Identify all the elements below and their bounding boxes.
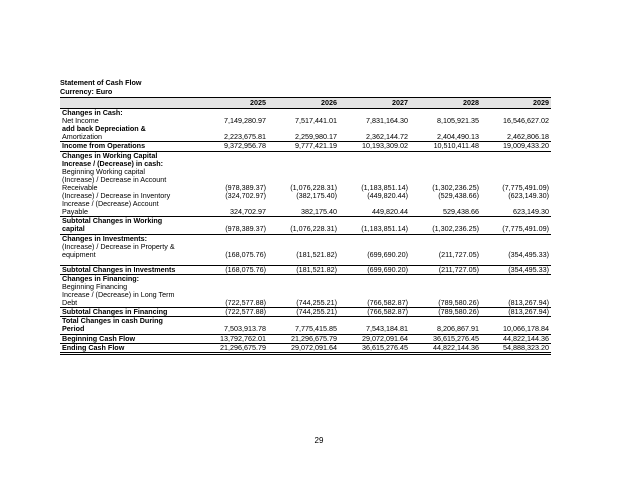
row-label-line: Receivable xyxy=(62,182,98,192)
value-cell: (181,521.82) xyxy=(268,265,339,274)
table-row xyxy=(60,317,551,334)
row-label-line: Payable xyxy=(62,207,88,217)
row-label xyxy=(60,334,196,343)
value-cell xyxy=(481,234,551,243)
row-label-line: Debt xyxy=(62,298,78,308)
table-row xyxy=(60,200,551,217)
value-cell: 2,362,144.72 xyxy=(366,132,408,142)
year-header: 2029 xyxy=(481,98,551,109)
row-label-line: Changes in Financing: xyxy=(62,273,140,283)
value-cell: (722,577.88) xyxy=(196,308,268,317)
value-cell xyxy=(196,151,268,168)
cash-flow-statement xyxy=(60,79,551,355)
value-cell: (168,075.76) xyxy=(196,265,268,274)
value-cell: (813,267.94) xyxy=(481,308,551,317)
year-header-blank xyxy=(60,98,196,109)
row-label-line: Subtotal Changes in Investments xyxy=(62,264,176,274)
row-label-line: Period xyxy=(62,324,85,334)
row-label-line: Changes in Investments: xyxy=(62,233,148,243)
row-label-line: (Increase) / Decrease in Account xyxy=(62,174,167,184)
row-label-line: Increase / (Decrease) Account xyxy=(62,199,159,209)
value-cell: 7,517,441.01 xyxy=(295,116,337,126)
value-cell: 2,259,980.17 xyxy=(295,132,337,142)
value-cell: (529,438.66) xyxy=(438,191,479,201)
row-label-line: capital xyxy=(62,224,85,234)
value-cell: 29,072,091.64 xyxy=(339,334,410,343)
value-cell: (211,727.05) xyxy=(410,265,481,274)
table-row xyxy=(60,274,551,283)
value-cell xyxy=(268,234,339,243)
value-cell: 7,775,415.85 xyxy=(268,317,339,334)
value-cell: (181,521.82) xyxy=(296,249,337,259)
value-cell: (449,820.44) xyxy=(367,191,408,201)
value-cell xyxy=(410,151,481,168)
value-cell: 19,009,433.20 xyxy=(481,142,551,151)
value-cell: 36,615,276.45 xyxy=(339,343,410,353)
year-header: 2026 xyxy=(268,98,339,109)
value-cell: (324,702.97) xyxy=(225,191,266,201)
value-cell xyxy=(339,274,410,283)
value-cell: 44,822,144.36 xyxy=(410,343,481,353)
row-label-line: (Increase) / Decrease in Property & xyxy=(62,241,175,251)
value-cell xyxy=(268,274,339,283)
row-label-line: Income from Operations xyxy=(62,141,146,151)
value-cell xyxy=(196,234,268,243)
value-cell: 529,438.66 xyxy=(443,207,479,217)
year-header: 2028 xyxy=(410,98,481,109)
row-label-line: Beginning Cash Flow xyxy=(62,333,136,343)
row-label-line: Increase / (Decrease) in cash: xyxy=(62,158,164,168)
value-cell xyxy=(410,274,481,283)
value-cell: 36,615,276.45 xyxy=(410,334,481,343)
table-row xyxy=(60,243,551,259)
row-label-line: Total Changes in cash During xyxy=(62,316,163,326)
value-cell xyxy=(481,274,551,283)
value-cell: 7,831,164.30 xyxy=(366,116,408,126)
value-cell: 9,372,956.78 xyxy=(196,142,268,151)
row-label-line: Increase / (Decrease) in Long Term xyxy=(62,290,175,300)
table-row xyxy=(60,265,551,274)
value-cell: 324,702.97 xyxy=(230,207,266,217)
value-cell: (1,076,228.31) xyxy=(290,182,337,192)
value-cell: (382,175.40) xyxy=(296,191,337,201)
value-cell: 382,175.40 xyxy=(301,207,337,217)
value-cell: 13,792,762.01 xyxy=(196,334,268,343)
page-number: 29 xyxy=(314,436,324,445)
row-label-line: Beginning Financing xyxy=(62,281,128,291)
row-label-line: Ending Cash Flow xyxy=(62,342,125,352)
value-cell: 9,777,421.19 xyxy=(268,142,339,151)
row-label xyxy=(60,200,196,217)
row-label xyxy=(60,142,196,151)
year-header-row xyxy=(60,98,551,109)
value-cell: (978,389.37) xyxy=(196,217,268,234)
row-label xyxy=(60,343,196,353)
value-cell: 2,462,806.18 xyxy=(507,132,549,142)
value-cell: (168,075.76) xyxy=(225,249,266,259)
table-row xyxy=(60,125,551,142)
value-cell: (722,577.88) xyxy=(225,298,266,308)
value-cell: (1,183,851.14) xyxy=(339,217,410,234)
value-cell: 449,820.44 xyxy=(372,207,408,217)
table-row xyxy=(60,142,551,151)
row-label-line: Net Income xyxy=(62,116,99,126)
value-cell: (978,389.37) xyxy=(225,182,266,192)
value-cell xyxy=(481,151,551,168)
row-label xyxy=(60,217,196,234)
value-cell: 2,223,675.81 xyxy=(224,132,266,142)
row-label xyxy=(60,265,196,274)
value-cell: 21,296,675.79 xyxy=(196,343,268,353)
value-cell: 29,072,091.64 xyxy=(268,343,339,353)
value-cell: (789,580.26) xyxy=(410,308,481,317)
row-label xyxy=(60,243,196,259)
table-row xyxy=(60,334,551,343)
table-row xyxy=(60,217,551,234)
value-cell: 8,206,867.91 xyxy=(410,317,481,334)
table-row xyxy=(60,283,551,308)
row-label xyxy=(60,168,196,192)
value-cell: 21,296,675.79 xyxy=(268,334,339,343)
value-cell: 10,510,411.48 xyxy=(410,142,481,151)
value-cell: (1,302,236.25) xyxy=(410,217,481,234)
row-label xyxy=(60,283,196,308)
value-cell: (699,690.20) xyxy=(339,265,410,274)
row-label-line: Beginning Working capital xyxy=(62,166,145,176)
value-cell: 16,546,627.02 xyxy=(503,116,549,126)
value-cell: 44,822,144.36 xyxy=(481,334,551,343)
value-cell: 2,404,490.13 xyxy=(437,132,479,142)
row-label xyxy=(60,317,196,334)
table-row xyxy=(60,151,551,168)
row-label-line: Subtotal Changes in Financing xyxy=(62,307,168,317)
value-cell: (813,267.94) xyxy=(508,298,549,308)
value-cell xyxy=(410,234,481,243)
statement-title: Statement of Cash Flow xyxy=(60,78,142,87)
value-cell xyxy=(196,274,268,283)
value-cell: (7,775,491.09) xyxy=(481,217,551,234)
value-cell: (1,183,851.14) xyxy=(361,182,408,192)
value-cell: (1,076,228.31) xyxy=(268,217,339,234)
value-cell: (766,582.87) xyxy=(339,308,410,317)
value-cell: 7,149,280.97 xyxy=(224,116,266,126)
value-cell: (211,727.05) xyxy=(438,249,479,259)
value-cell xyxy=(339,151,410,168)
value-cell: 7,503,913.78 xyxy=(196,317,268,334)
value-cell: 7,543,184.81 xyxy=(339,317,410,334)
value-cell: (623,149.30) xyxy=(508,191,549,201)
row-label-line: Amortization xyxy=(62,132,102,142)
value-cell: 623,149.30 xyxy=(513,207,549,217)
value-cell: (1,302,236.25) xyxy=(432,182,479,192)
value-cell: (354,495.33) xyxy=(481,265,551,274)
row-label-line: (Increase) / Decrease in Inventory xyxy=(62,191,171,201)
value-cell xyxy=(339,234,410,243)
value-cell: 10,066,178.84 xyxy=(481,317,551,334)
table-row xyxy=(60,168,551,192)
value-cell: (789,580.26) xyxy=(438,298,479,308)
table-row xyxy=(60,343,551,353)
row-label-line: add back Depreciation & xyxy=(62,124,146,134)
value-cell: (744,255.21) xyxy=(296,298,337,308)
year-header: 2025 xyxy=(196,98,268,109)
value-cell: 10,193,309.02 xyxy=(339,142,410,151)
year-header: 2027 xyxy=(339,98,410,109)
row-label xyxy=(60,125,196,142)
value-cell: (766,582.87) xyxy=(367,298,408,308)
value-cell: (354,495.33) xyxy=(508,249,549,259)
currency-label: Currency: Euro xyxy=(60,86,113,96)
row-label-line: Changes in Cash: xyxy=(62,108,123,118)
value-cell: 8,105,921.35 xyxy=(437,116,479,126)
row-label-line: Changes in Working Capital xyxy=(62,150,158,160)
value-cell: (744,255.21) xyxy=(268,308,339,317)
value-cell: (7,775,491.09) xyxy=(502,182,549,192)
row-label-line: equipment xyxy=(62,249,96,259)
cash-flow-table xyxy=(60,97,551,355)
row-label xyxy=(60,151,196,168)
value-cell: 54,888,323.20 xyxy=(481,343,551,353)
row-label-line: Subtotal Changes in Working xyxy=(62,216,163,226)
value-cell xyxy=(268,151,339,168)
value-cell: (699,690.20) xyxy=(367,249,408,259)
